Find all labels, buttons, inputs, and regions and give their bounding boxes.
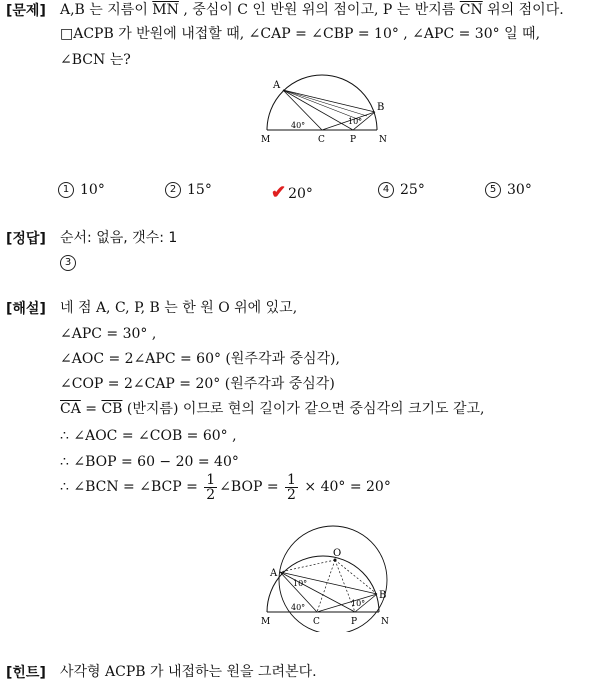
hint-label: [힌트] [6,665,46,681]
explanation-line-2: ∠APC = 30° , [60,326,157,342]
choice-text: 10° [80,182,105,198]
circle-figure [255,512,400,632]
choice-number: 5 [485,182,501,198]
segment-cb: $\overline{CB}$ [101,401,123,417]
explanation-text: ∠BOP = [219,479,284,495]
point-a-label: A [270,568,278,579]
choice-2[interactable] [165,182,212,198]
point-p-label: P [350,135,357,145]
answer-meta: 순서: 없음, 갯수: 1 [60,230,178,246]
point-n-label: N [379,135,387,145]
point-c-label: C [313,617,320,627]
problem-text: , 중심이 C 인 반원 위의 점이고, P 는 반지름 [178,2,460,18]
checkmark-icon: ✔ [271,182,287,203]
fraction-denominator: 2 [287,486,296,503]
point-m-label: M [261,617,271,627]
point-b-label: B [379,590,387,601]
fraction-denominator: 2 [206,486,216,503]
explanation-text: ∴ ∠BCN = ∠BCP = [60,479,203,495]
choice-3[interactable] [271,182,313,203]
choice-text: 25° [400,182,425,198]
semicircle-figure [255,68,395,148]
angle-10b-label: 10° [351,599,366,608]
explanation-line-1: 네 점 A, C, P, B 는 한 원 O 위에 있고, [60,300,298,316]
angle-40-label: 40° [291,603,306,612]
point-p-label: P [351,617,358,627]
segment-ca: $\overline{CA}$ [60,401,81,417]
segment-mn: $\overline{MN}$ [152,2,179,18]
explanation-line-4: ∠COP = 2∠CAP = 20° (원주각과 중심각) [60,376,335,392]
equals-text: = [80,401,102,417]
choice-text: 15° [187,182,212,198]
explanation-line-3: ∠AOC = 2∠APC = 60° (원주각과 중심각), [60,351,340,367]
point-b-label: B [377,102,385,113]
choice-number: 4 [378,182,394,198]
hint-text: 사각형 ACPB 가 내접하는 원을 그려본다. [60,664,317,680]
point-c-label: C [318,135,325,145]
fraction-numerator: 1 [206,471,216,488]
segment-cn: $\overline{CN}$ [459,2,483,18]
explanation-text: × 40° = 20° [299,479,391,495]
choice-5[interactable] [485,182,532,198]
explanation-line-6: ∴ ∠AOC = ∠COB = 60° , [60,428,237,444]
angle-10a-label: 10° [293,579,308,588]
segment-oa [280,560,335,572]
segment-oc [317,560,335,612]
problem-line-1 [60,0,564,20]
choice-4[interactable] [378,182,425,198]
answer-label: [정답] [6,231,46,247]
segment-x1 [283,90,360,120]
problem-line-3: ∠BCN 는? [60,52,131,68]
answer-value [60,253,82,273]
choice-1[interactable] [58,182,105,198]
choice-number: 1 [58,182,74,198]
problem-text: 위의 점이다. [482,2,564,18]
problem-label: [문제] [6,3,46,19]
explanation-text: (반지름) 이므로 현의 길이가 같으면 중심각의 크기도 같고, [122,401,485,417]
angle-10-label: 10° [348,117,363,126]
answer-number: 3 [60,255,76,271]
choice-number: 2 [165,182,181,198]
problem-line-2: □ACPB 가 반원에 내접할 때, ∠CAP = ∠CBP = 10° , ∠APC = 30° 일 때, [60,26,541,42]
point-m-label: M [261,135,271,145]
point-n-label: N [381,617,389,627]
choice-text: 30° [507,182,532,198]
explanation-line-7: ∴ ∠BOP = 60 − 20 = 40° [60,454,239,470]
choice-text: 20° [288,186,313,202]
angle-40-label: 40° [291,121,306,130]
explanation-line-5 [60,399,485,419]
problem-text: A,B 는 지름이 [60,2,153,18]
fraction-half [204,473,217,502]
fraction-half [285,473,298,502]
explanation-label: [해설] [6,301,46,317]
segment-ab [283,90,375,112]
point-a-label: A [273,80,281,91]
point-o-label: O [333,548,342,559]
fraction-numerator: 1 [287,471,296,488]
explanation-line-8 [60,470,391,504]
